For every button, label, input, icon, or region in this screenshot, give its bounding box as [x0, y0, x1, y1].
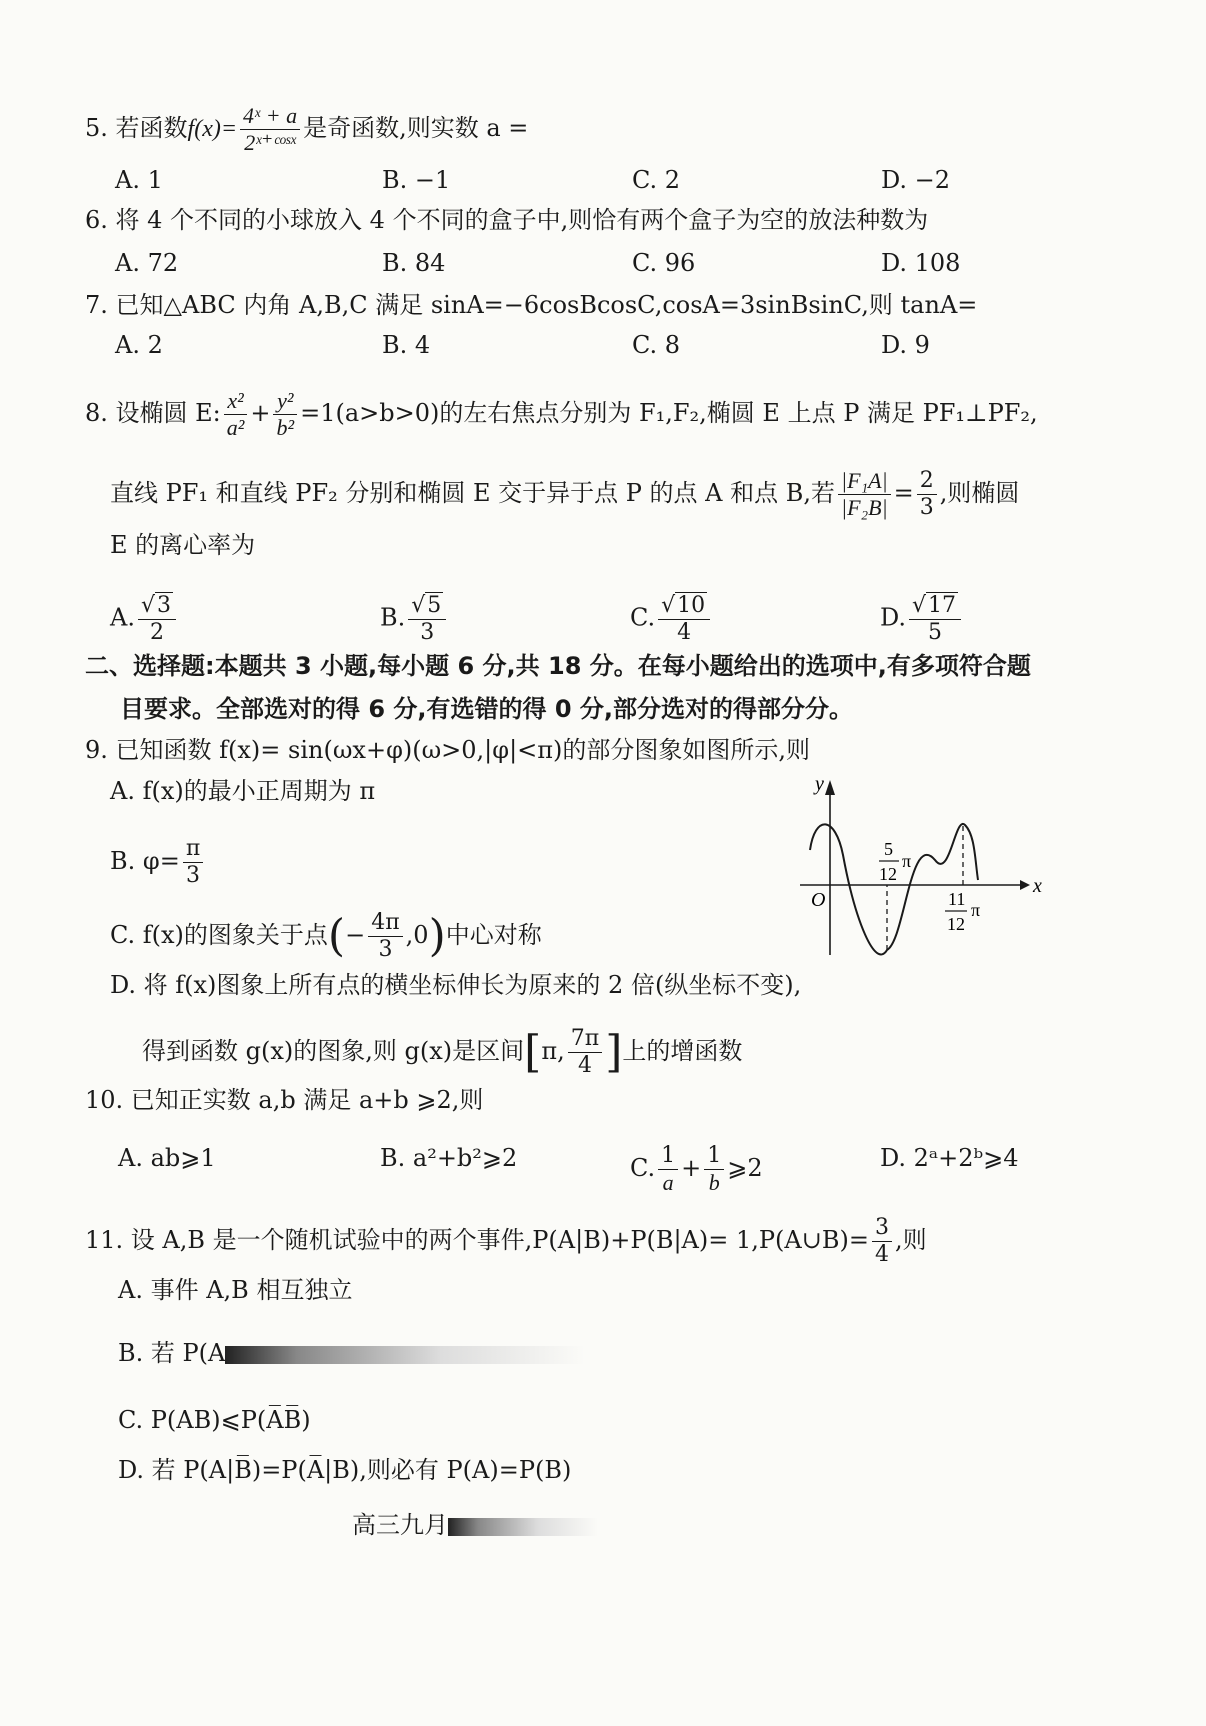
blurred-region [225, 1346, 585, 1364]
q9-option-c: C. f(x)的图象关于点(− $\frac{4\pi}{3}$ ,0)中心对称 [110, 910, 542, 962]
q8-line3: E 的离心率为 [110, 531, 256, 559]
q7-option-d: D. 9 [881, 331, 930, 359]
q10-option-b: B. a²+b²⩾2 [380, 1144, 518, 1172]
q5-option-a: A. 1 [115, 166, 163, 194]
q11-option-d: D. 若 P(A|B̅)=P(A̅|B),则必有 P(A)=P(B) [118, 1456, 572, 1484]
q6-option-c: C. 96 [632, 249, 696, 277]
q6-option-d: D. 108 [881, 249, 961, 277]
q10-option-a: A. ab⩾1 [118, 1144, 216, 1172]
q9-sine-graph [795, 770, 1055, 970]
x-axis-arrow [1020, 880, 1030, 890]
q7-option-b: B. 4 [382, 331, 431, 359]
q7-option-a: A. 2 [115, 331, 163, 359]
tick1-den: 12 [879, 864, 897, 884]
q8-option-c: C. $\frac{√10}{4}$ [630, 592, 713, 646]
tick2-num: 11 [948, 889, 966, 909]
y-axis-arrow [825, 780, 835, 795]
q9-option-b: B. φ= $\frac{\pi}{3}$ [110, 836, 206, 889]
q11-option-b: B. 若 P(A [118, 1338, 585, 1368]
q5-option-b: B. −1 [382, 166, 451, 194]
q9-option-d-line2: 得到函数 g(x)的图象,则 g(x)是区间[π, $\frac{7\pi}{4}$ ]上的增函数 [142, 1026, 743, 1078]
q8-ratio: $\frac{\text{|F₁A|}}{\text{|F₂B|}}$ [838, 468, 891, 521]
q8-option-a: A. $\frac{√3}{2}$ [110, 592, 179, 646]
q8-option-b: B. $\frac{√5}{3}$ [380, 592, 449, 646]
q8-ratio-value: $\frac{2}{3}$ [917, 468, 937, 521]
footer: 高三九月 [352, 1510, 598, 1540]
q5-stem-suffix: 是奇函数,则实数 a = [303, 114, 529, 142]
q9-option-d-line1: D. 将 f(x)图象上所有点的横坐标伸长为原来的 2 倍(纵坐标不变), [110, 971, 802, 999]
tick2-pi: π [971, 900, 981, 920]
q11-stem: 11. 设 A,B 是一个随机试验中的两个事件,P(A|B)+P(B|A)= 1,P(A∪B)= $\frac{3}{4}$ ,则 [85, 1215, 927, 1267]
tick2-den: 12 [947, 914, 965, 934]
q6-stem: 6. 将 4 个不同的小球放入 4 个不同的盒子中,则恰有两个盒子为空的放法种数为 [85, 206, 929, 234]
q8-line2: 直线 PF₁ 和直线 PF₂ 分别和椭圆 E 交于异于点 P 的点 A 和点 B,若 $\frac{\text{|F₁A|}}{\text{|F₂B|}}$ = $\frac{2}{3}$ ,则椭圆 [110, 468, 1020, 520]
q11-option-c: C. P(AB)⩽P(A̅B̅) [118, 1406, 311, 1434]
q10-option-c: C. $\frac{1}{a}$ + $\frac{1}{b}$ ⩾2 [630, 1143, 763, 1195]
q9-option-a: A. f(x)的最小正周期为 π [110, 777, 376, 805]
q8-frac-y: $\frac{\text{y²}}{\text{b²}}$ [273, 388, 297, 441]
y-label: y [815, 773, 824, 795]
q5-option-d: D. −2 [881, 166, 951, 194]
q5-stem-prefix: 5. 若函数 [85, 114, 188, 142]
tick1-pi: π [902, 851, 912, 871]
q11-option-a: A. 事件 A,B 相互独立 [118, 1276, 353, 1304]
origin-label: O [811, 889, 826, 911]
q9-stem: 9. 已知函数 f(x)= sin(ωx+φ)(ω>0,|φ|<π)的部分图象如图所示,则 [85, 736, 811, 764]
section2-line2: 目要求。全部选对的得 6 分,有选错的得 0 分,部分选对的得部分分。 [120, 695, 854, 723]
q10-option-d: D. 2ᵃ+2ᵇ⩾4 [880, 1144, 1019, 1172]
q7-option-c: C. 8 [632, 331, 681, 359]
q7-stem: 7. 已知△ABC 内角 A,B,C 满足 sinA=−6cosBcosC,cosA=3sinBsinC,则 tanA= [85, 291, 978, 319]
tick1-num: 5 [884, 839, 893, 859]
x-label: x [1033, 875, 1042, 897]
q5-stem [85, 103, 528, 156]
q8-line1: 8. 设椭圆 E: $\frac{\text{x²}}{\text{a²}}$ + $\frac{\text{y²}}{\text{b²}}$ =1(a>b>0)的左右焦点分别为 F₁,F₂,椭圆 E 上点 P 满足 PF₁⊥PF₂, [85, 388, 1038, 440]
section2-line1: 二、选择题:本题共 3 小题,每小题 6 分,共 18 分。在每小题给出的选项中,有多项符合题 [85, 652, 1031, 680]
footer-blurred-region [448, 1518, 598, 1536]
q5-fx: f(x)= [187, 116, 238, 142]
q8-frac-x: $\frac{\text{x²}}{\text{a²}}$ [224, 388, 248, 441]
q6-option-a: A. 72 [115, 249, 179, 277]
q10-stem: 10. 已知正实数 a,b 满足 a+b ⩾2,则 [85, 1086, 484, 1114]
q6-option-b: B. 84 [382, 249, 446, 277]
q5-option-c: C. 2 [632, 166, 681, 194]
q5-fraction: $\frac{\text{4ˣ + a}}{\text{2ˣ⁺ᶜᵒˢˣ}}$ [240, 103, 300, 156]
q8-option-d: D. $\frac{√17}{5}$ [880, 592, 964, 646]
